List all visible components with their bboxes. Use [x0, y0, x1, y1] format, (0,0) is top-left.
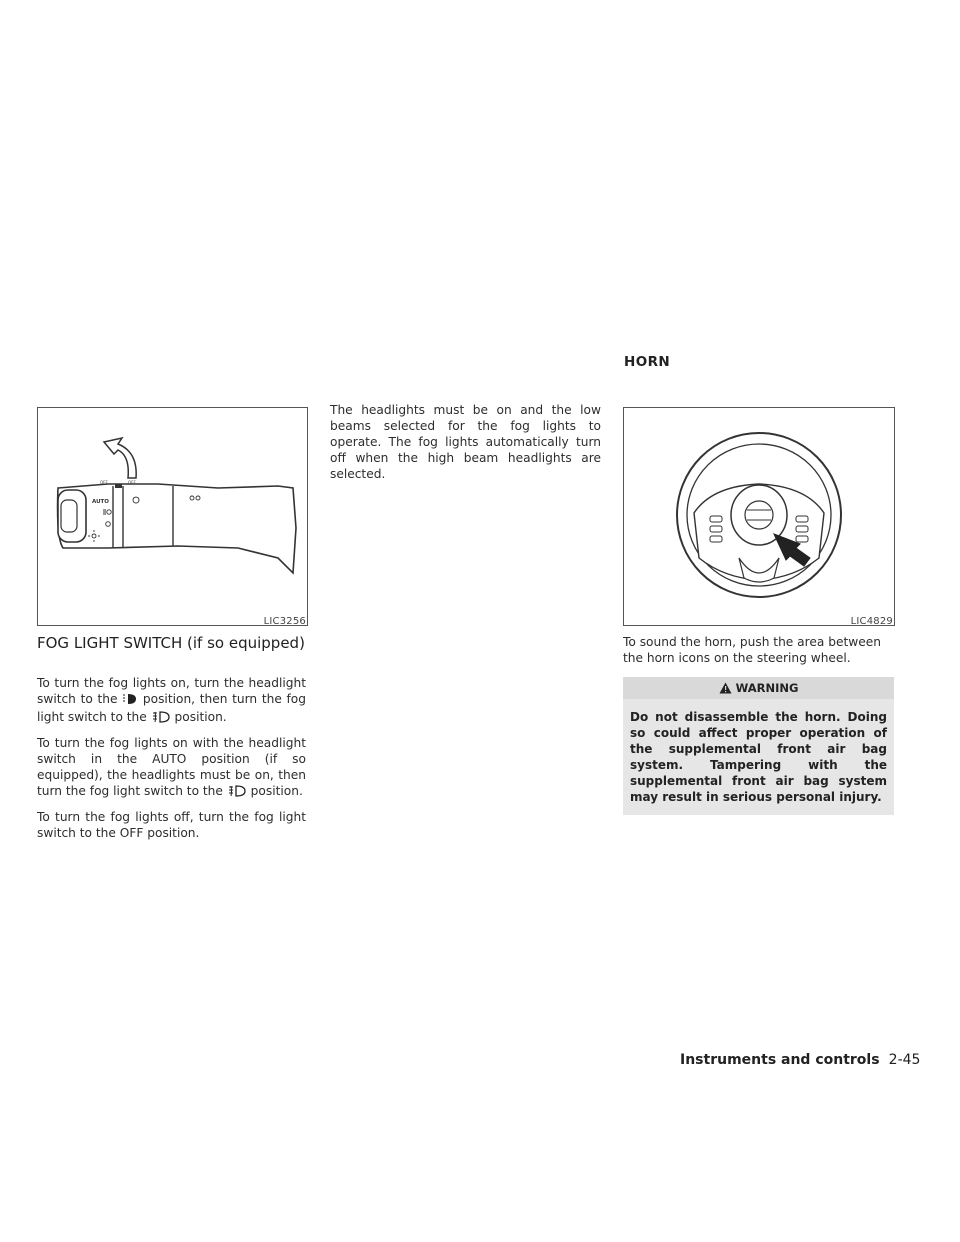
horn-paragraph: To sound the horn, push the area between the horn icons on the steering wheel.: [623, 635, 881, 665]
horn-text-column: [623, 634, 894, 666]
fog-paragraph-4: The headlights must be on and the low beams selected for the fog lights to operate. The fog lights automatically turn off when the high beam headlights are selected.: [330, 403, 601, 481]
fog-p1-c: position.: [174, 710, 227, 724]
fog-p1-b: position, then turn the fog light switch to the: [37, 692, 306, 724]
headlight-icon: [122, 693, 138, 709]
page-footer: [680, 1049, 921, 1068]
horn-heading: HORN: [624, 354, 671, 370]
warning-text: Do not disassemble the horn. Doing so could affect proper operation of the supplemental front air bag system. Tampering with the supplemental front air bag system may result in serious personal injury.: [623, 699, 894, 815]
fog-paragraph-2: [37, 735, 306, 801]
front-fog-light-icon: [151, 711, 171, 727]
fog-p2-b: position.: [250, 784, 303, 798]
steering-wheel-illustration: [624, 408, 894, 625]
footer-page-number: 2-45: [888, 1052, 921, 1068]
fog-paragraph-3: To turn the fog lights off, turn the fog light switch to the OFF position.: [37, 810, 306, 840]
fog-p2-a: To turn the fog lights on with the headlight switch in the AUTO position (if so equipped), the headlights must be on, then turn the fog light switch to the: [37, 736, 306, 798]
off-label-left: OFF: [100, 480, 108, 485]
fog-p1-a: To turn the fog lights on, turn the headlight switch to the: [37, 676, 306, 706]
figure-code-fog: LIC3256: [263, 616, 306, 627]
fog-section-heading: FOG LIGHT SWITCH (if so equipped): [37, 634, 305, 652]
warning-label: WARNING: [735, 681, 799, 695]
fog-paragraph-1: [37, 675, 306, 727]
footer-section-title: Instruments and controls: [680, 1052, 880, 1068]
off-label-right: OFF: [128, 480, 136, 485]
figure-code-steering: LIC4829: [850, 616, 893, 627]
warning-triangle-icon: [719, 679, 732, 701]
fog-switch-illustration: [38, 408, 307, 625]
fog-switch-figure: [37, 407, 308, 626]
auto-label: AUTO: [92, 499, 109, 505]
fog-text-column-2: [330, 402, 601, 482]
front-fog-light-icon: [227, 785, 247, 801]
fog-text-column: [37, 675, 306, 841]
warning-box: [623, 677, 894, 815]
rotation-arrow-icon: [104, 438, 136, 478]
steering-wheel-figure: [623, 407, 895, 626]
warning-header: [623, 677, 894, 699]
